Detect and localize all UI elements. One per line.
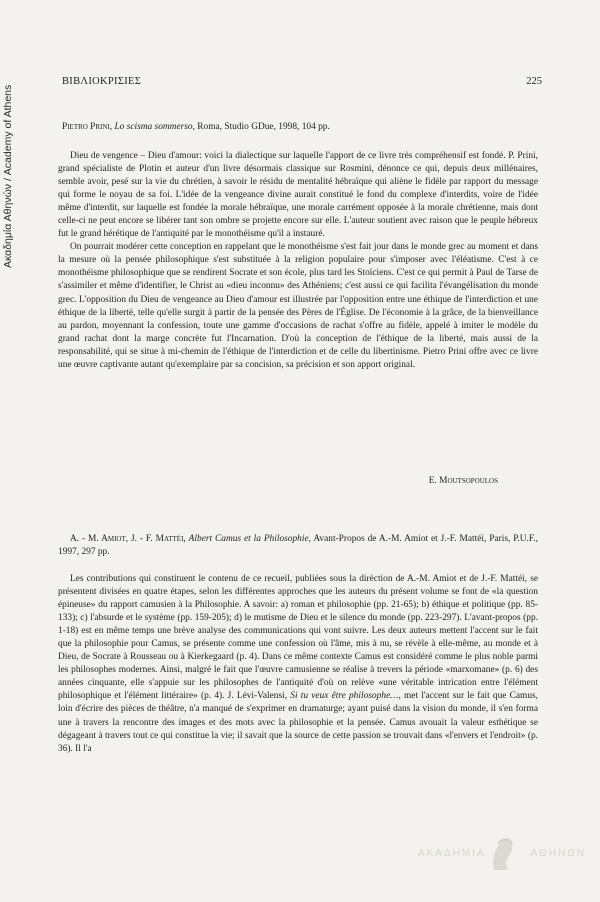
watermark-text-right: ΑΘΗΝΩΝ bbox=[530, 848, 586, 859]
academy-watermark bbox=[418, 836, 586, 876]
review1-signature: E. Moutsopoulos bbox=[428, 476, 498, 486]
page-number: 225 bbox=[526, 76, 542, 87]
review2-body bbox=[58, 573, 538, 756]
review1-title: Lo scisma sommerso bbox=[114, 122, 193, 132]
watermark-text-left: ΑΚΑΔΗΜΙΑ bbox=[418, 848, 486, 859]
review2-text-part2: met l'accent sur le fait que Camus, loin d'écrire des pièces de théâtre, n'a manqué de s'exprimer en dramaturge; ayant puisé dans la vision du monde, il s'en forma une à travers la rencontre des images et des mots avec la philosophie et la pensée. Camus avouait la valeur esthétique se dégageant à travers tout ce qui constitue la vie; il savait que la source de cette passion se trouvait dans «l'envers et l'endroit» (p. 36). Il l'a bbox=[58, 691, 538, 754]
review2-text-part1: Les contributions qui constituent le contenu de ce recueil, publiées sous la dirèction de A.-M. Amiot et de J.-F. Mattéi, se présentent divisées en quatre étapes, selon les différentes approches que les auteurs du présent volume se font de «la question épineuse» du rapport camusien à la Philosophie. A savoir: a) roman et philosophie (pp. 21-65); b) éthique et politique (pp. 85-133); c) l'absurde et le système (pp. 159-205); d) le mutisme de Dieu et le silence du monde (pp. 223-297). L'avant-propos (pp. 1-18) est en même temps une brève analyse des communications qui vont suivre. Les deux auteurs mettent l'accent sur le fait que la philosophie pour Camus, se présente comme une confession où l'âme, mis à nu, se révèle à elle-même, au monde et à Dieu, de Socrate à Rousseau ou à Kierkegaard (p. 4). Dans ce même contexte Camus est considéré comme le plus noble parmi les philosophes modernes. Ainsi, malgré le fait que l'œuvre camusienne se réalise à trevers la période «marxomane» (p. 6) des années cinquante, elle s'appuie sur les philosophes de l'antiquité d'où on relève «une véritable intrication entre l'élément philosophique et l'élément littéraire» (p. 4). J. Lévi-Valensi, bbox=[58, 574, 538, 702]
review1-paragraph: On pourrait modérer cette conception en rappelant que le monothéisme s'est fait jour dans le monde grec au moment et dans la mesure où la pensée philosophique s'est substituée à la religion populaire pour s'imposer avec l'éléatisme. C'est à ce monothéisme philosophique que se rendirent Socrate et son école, plus tard les Stoïciens. C'est ce qui permit à Paul de Tarse de s'assimiler et même d'identifier, le Christ au «dieu inconnu» des Athéniens; c'est aussi ce qui facilita l'évangélisation du monde grec. L'opposition du Dieu de vengeance au Dieu d'amour est illustrée par l'opposition entre une éthique de l'interdiction et une éthique de la liberté, telle qu'elle surgit à partir de la pensée des Pères de l'Église. De l'économie à la grâce, de la bienveillance au pardon, moyennant la confession, toute une gamme d'occasions de rachat s'offre au fidèle, appelé à imiter le modèle du grand rachat dont la marge concrète fut l'Incarnation. D'où la conception de l'éthique de la liberté, mais aussi de la responsabilité, qui se situe à mi-chemin de l'éthique de l'interdiction et de celle du libertinisme. Pietro Prini offre avec ce livre une œuvre captivante autant qu'exemplaire par sa concision, sa précision et son apport original. bbox=[58, 242, 538, 370]
page-header bbox=[58, 76, 542, 90]
archive-side-stamp bbox=[2, 40, 16, 270]
review1-body bbox=[58, 150, 538, 372]
review1-paragraph: Dieu de vengence – Dieu d'amour: voici la dialectique sur laquelle l'apport de ce livre très compréhensif est fondé. P. Prini, grand spécialiste de Plotin et auteur d'un livre désormais classique sur Rosmini, dénonce ce qui, depuis deux millénaires, semble avoir, pesé sur la vie du chrétien, à savoir le résidu de mentalité hébraïque qui aliène le fidèle par rapport du message qui forme le noyau de sa foi. L'idée de la vengeance divine aurait constitué le fond du complexe d'interdits, voire de l'idée même d'interdit, sur laquelle est fondée la morale hébraïque, une morale carrément opposée à la morale chrétienne, mais dont celle-ci ne peut encore se libérer tant son ombre se projette encore sur elle. L'auteur soutient avec raison que le peuple hébreux fut le grand hérétique de l'antiquité par le monothéisme qu'il a instauré. bbox=[58, 151, 538, 240]
review1-author: Pietro Prini bbox=[62, 122, 110, 132]
archive-stamp-text: Ακαδημία Αθηνών / Academy of Athens bbox=[2, 84, 14, 268]
athena-head-icon bbox=[488, 836, 516, 874]
review2-authors: A. - M. Amiot, J. - F. Mattéi, bbox=[70, 534, 186, 544]
review1-publication: , Roma, Studio GDue, 1998, 104 pp. bbox=[192, 122, 330, 132]
running-title: ΒΙΒΛΙΟΚΡΙΣΙΕΣ bbox=[62, 76, 142, 87]
review2-italic-phrase: Si tu veux être philosophe…, bbox=[290, 691, 401, 702]
review2-title: Albert Camus et la Philosophie, bbox=[188, 534, 311, 544]
review2-paragraph bbox=[58, 573, 538, 756]
review2-citation bbox=[58, 533, 538, 559]
review2-publication: Avant-Propos de A.-M. Amiot et J.-F. Mattéi, Paris, P.U.F., 1997, 297 pp. bbox=[58, 534, 539, 558]
review1-citation: Pietro Prini, Lo scisma sommerso, Roma, Studio GDue, 1998, 104 pp. bbox=[62, 122, 330, 132]
